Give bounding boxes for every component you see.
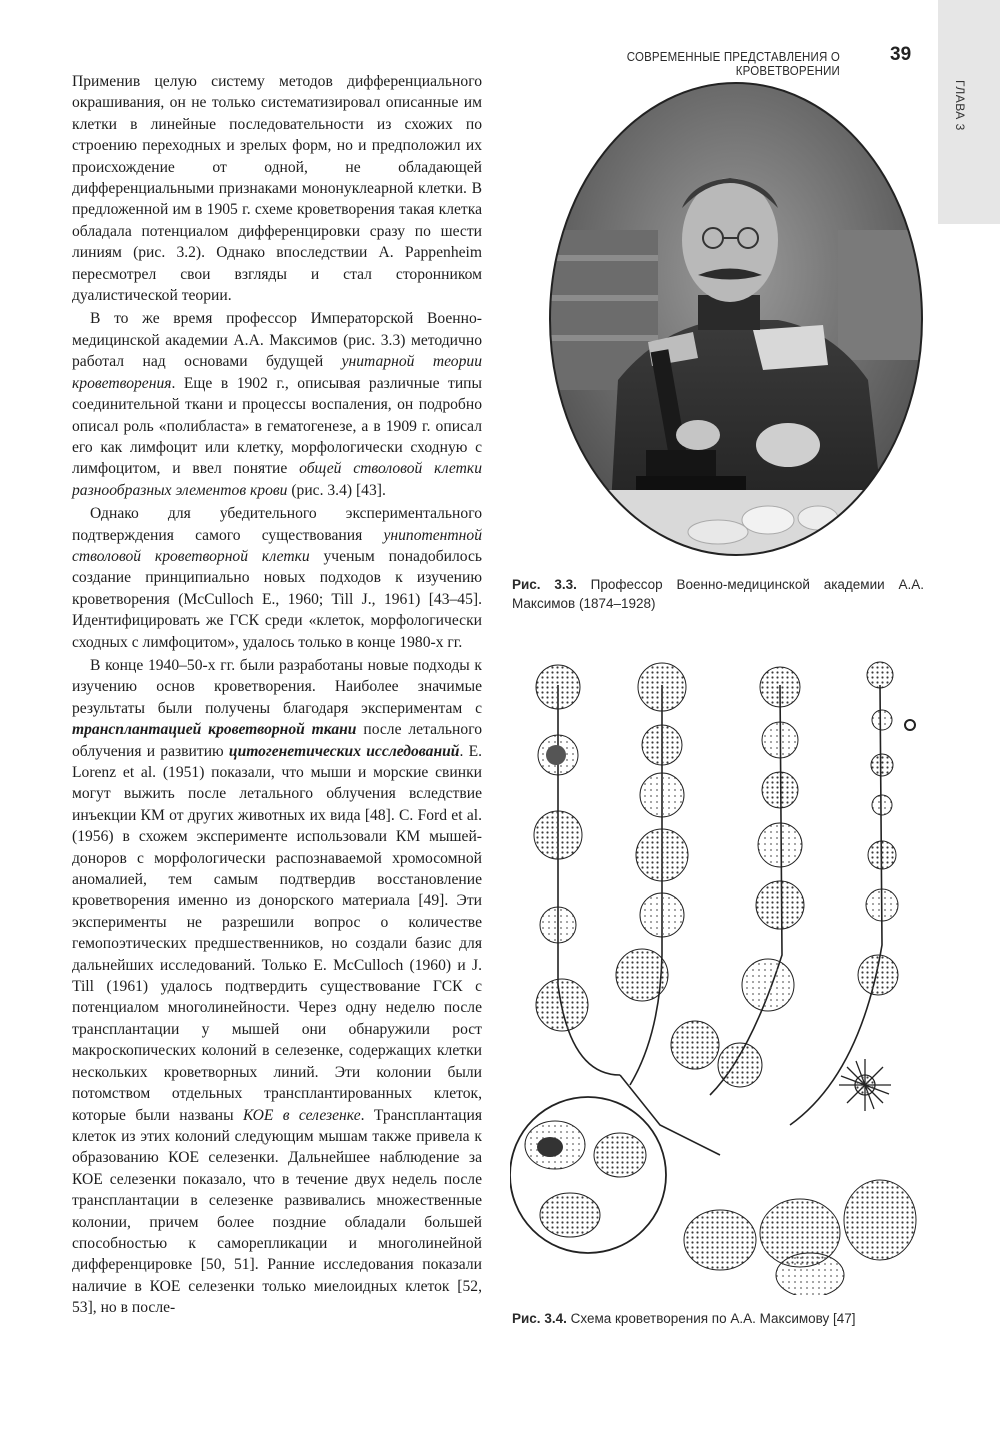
paragraph-4: В конце 1940–50-х гг. были разработаны новые подходы к изучению основ кроветворения. Наиболее значимые результаты были получены благодаря экспериментам с трансплантацией кроветворной ткани после летального облучения и развитию цитогенетических исследований. E. Lorenz et al. (1951) показали, что мыши и морские свинки могут выжить после летального облучения вследствие инъекции КМ от других животных их вида [48]. C. Ford et al. (1956) в схожем эксперименте использовали КМ мышей-доноров с морфологически распознаваемой хромосомной аномалией, тем самым подтвердив восстановление кроветворения именно из донорского материала [49]. Эти эксперименты не разрешили вопрос о количестве гемопоэтических предшественников, но создали базис для дальнейших исследований. Только E. McCulloch (1960) и J. Till (1961) удалось подтвердить существование ГСК с потенциалом многолинейности. Через одну неделю после трансплантации у мышей они обнаружили рост макроскопических колоний в селезенке, содержащих клетки нескольких кроветворных линий. Эти колонии были потомством отдельных трансплантированных клеток, которые были названы КОЕ в селезенке. Трансплантация клеток из этих колоний следующим мышам также привела к образованию КОЕ селезенки. Дальнейшее наблюдение за КОЕ селезенки показало, что в течение двух недель после трансплантации в селезенке развивались множественные колонии, причем более поздние обладали большей способностью к саморепликации и многолинейной дифференцировке [50, 51]. Ранние исследования показали наличие в КОЕ селезенки только миелоидных клеток [52, 53], но в после- [72,656,482,1317]
body-text [72,71,482,1321]
paragraph-1: Применив целую систему методов дифференциального окрашивания, он не только систематизировал описанные им клетки в линейные последовательности из схожих по строению переходных и зрелых форм, но и предположил их происхождение от одной, не обладающей дифференциальными признаками мононуклеарной клетки. В предложенной им в 1905 г. схеме кроветворения такая клетка обладала потенциалом дифференцировки сразу по шести линиям (рис. 3.2). Однако впоследствии A. Pappenheim пересмотрел свои взгляды и стал сторонником дуалистической теории. [72,73,482,305]
page-number: 39 [890,44,912,65]
paragraph-2: В то же время профессор Императорской Военно-медицинской академии А.А. Максимов (рис. 3.3) методично работал над основами будущей унитарной теории кроветворения. Еще в 1902 г., описывая различные типы соединительной ткани и процессы воспаления, он подробно описал роль «полибласта» в гематогенезе, а в 1909 г. описал его как лимфоцит или клетку, морфологически сходную с лимфоцитом, и ввел понятие общей стволовой клетки разнообразных элементов крови (рис. 3.4) [43]. [72,310,482,499]
hematopoiesis-scheme [510,655,930,1295]
portrait-photo [548,80,924,558]
chapter-tab [938,0,1000,224]
chapter-tab-label: ГЛАВА 3 [953,80,967,131]
paragraph-3: Однако для убедительного экспериментального подтверждения самого существования унипотентной стволовой кроветворной клетки ученым понадобилось создание принципиально новых подходов к изучению кроветворения (McCulloch E., 1960; Till J., 1961) [43–45]. Идентифицировать же ГСК среди «клеток, морфологически сходных с лимфоцитом», удалось только в конце 1980-х гг. [72,505,482,651]
figure-3-4-text: Схема кроветворения по А.А. Максимову [47] [570,1311,856,1326]
figure-3-3-label: Рис. 3.3. [512,577,577,592]
figure-3-4-label: Рис. 3.4. [512,1311,567,1326]
figure-3-3-text: Профессор Военно-медицинской академии А.А. Максимов (1874–1928) [512,577,924,611]
figure-3-4-caption [512,1309,932,1328]
figure-3-3-caption [512,575,924,613]
running-title: СОВРЕМЕННЫЕ ПРЕДСТАВЛЕНИЯ О КРОВЕТВОРЕНИИ [626,50,840,78]
